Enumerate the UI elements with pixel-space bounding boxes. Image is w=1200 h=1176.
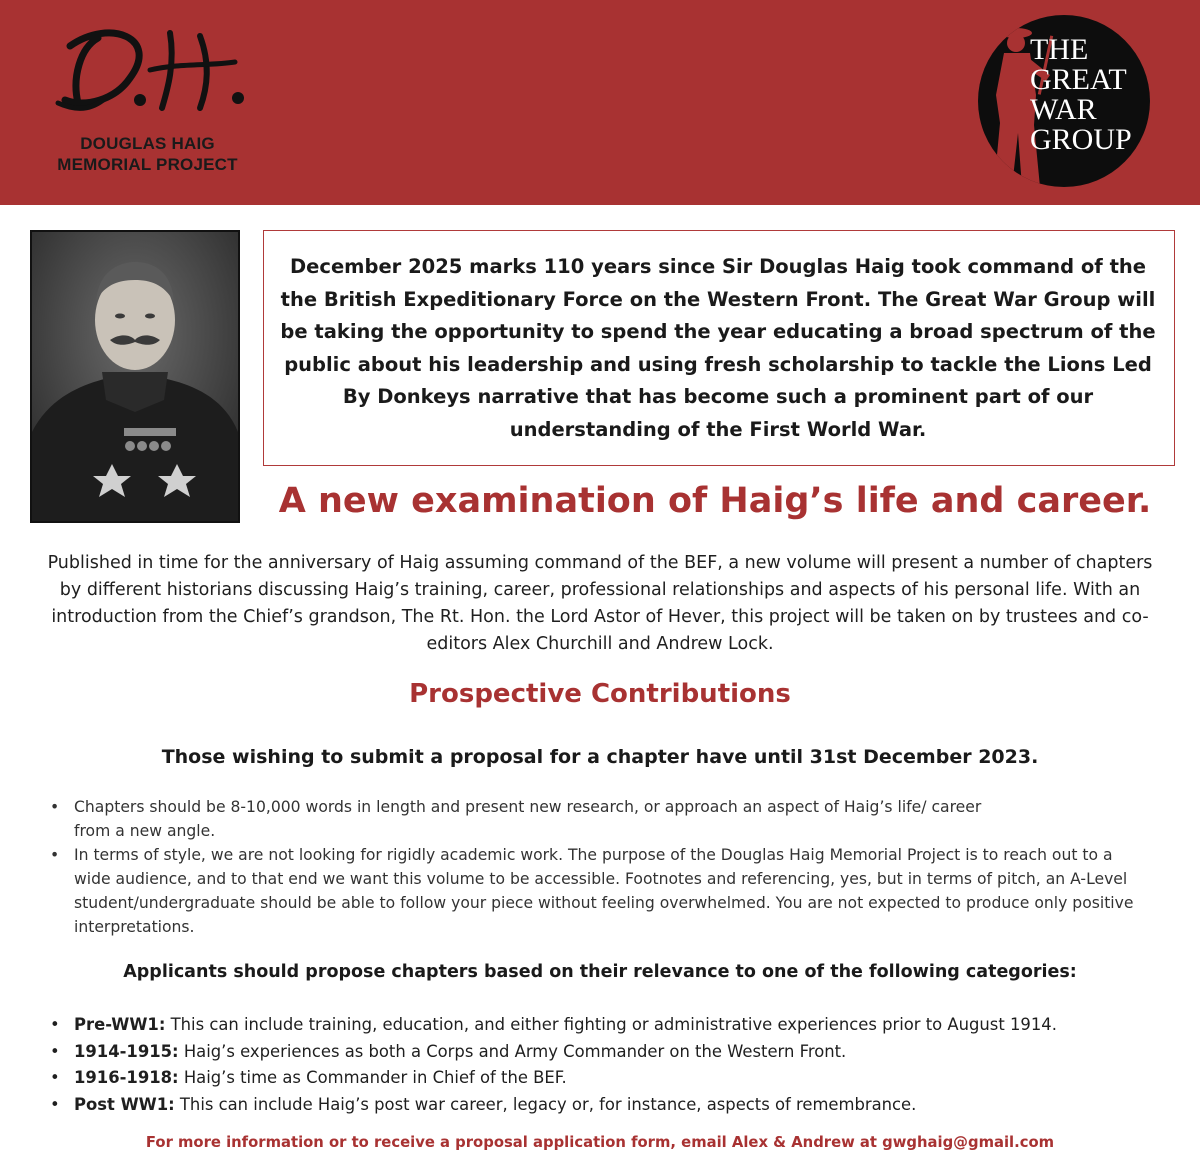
intro-text: December 2025 marks 110 years since Sir Douglas Haig took command of the the British Expeditionary Force on the Western Front. The Great War Group will be taking the opportunity to spend the year educating a broad spectrum of the public about his leadership and using fresh scholarship to tackle the Lions Led By Donkeys narrative that has become such a prominent part of our understanding of the First World War. bbox=[280, 255, 1156, 441]
douglas-haig-memorial-project-logo bbox=[40, 8, 270, 178]
category-desc: This can include Haig’s post war career, legacy or, for instance, aspects of remembrance. bbox=[174, 1094, 917, 1114]
guidelines-list bbox=[44, 795, 1154, 939]
portrait-photo-icon bbox=[32, 232, 238, 521]
contact-footer: For more information or to receive a proposal application form, email Alex & Andrew at gwghaig@gmail.com bbox=[145, 1134, 1055, 1151]
gwg-line1: THE bbox=[1030, 33, 1089, 66]
category-term: Pre-WW1: bbox=[74, 1015, 166, 1034]
dh-logo-text bbox=[40, 133, 255, 175]
signature-icon bbox=[50, 8, 250, 128]
guideline-item: • Chapters should be 8-10,000 words in length and present new research, or approach an aspect of Haig’s life/ career from a new angle. bbox=[44, 795, 1004, 843]
great-war-group-logo bbox=[978, 15, 1150, 187]
categories-list bbox=[44, 1012, 1164, 1118]
dh-logo-line1: DOUGLAS HAIG bbox=[80, 134, 215, 153]
gwg-line2: GREAT bbox=[1030, 63, 1127, 96]
gwg-logo-text bbox=[1030, 35, 1132, 155]
categories-title: Applicants should propose chapters based on their relevance to one of the following categories: bbox=[123, 962, 1077, 982]
category-term: 1914-1915: bbox=[74, 1041, 179, 1061]
category-item bbox=[44, 1092, 1164, 1119]
category-item bbox=[44, 1039, 1164, 1066]
category-desc: Haig’s time as Commander in Chief of the BEF. bbox=[178, 1068, 567, 1087]
category-desc: This can include training, education, and either fighting or administrative experiences prior to August 1914. bbox=[165, 1015, 1057, 1034]
category-term: 1916-1918: bbox=[74, 1068, 179, 1087]
body-paragraph: Published in time for the anniversary of Haig assuming command of the BEF, a new volume will present a number of chapters by different historians discussing Haig’s training, career, professional relationships and aspects of his personal life. With an introduction from the Chief’s grandson, The Rt. Hon. the Lord Astor of Hever, this project will be taken on by trustees and co-editors Alex Churchill and Andrew Lock. bbox=[47, 553, 1153, 654]
deadline-text: Those wishing to submit a proposal for a chapter have until 31st December 2023. bbox=[161, 746, 1039, 768]
contributions-title: Prospective Contributions bbox=[409, 679, 791, 709]
header-band bbox=[0, 0, 1200, 205]
category-desc: Haig’s experiences as both a Corps and Army Commander on the Western Front. bbox=[178, 1041, 847, 1061]
gwg-line3: WAR bbox=[1030, 93, 1097, 126]
haig-portrait-photo bbox=[30, 230, 240, 523]
category-term: Post WW1: bbox=[74, 1094, 175, 1114]
intro-box bbox=[263, 230, 1175, 466]
dh-logo-line2: MEMORIAL PROJECT bbox=[57, 155, 238, 174]
gwg-line4: GROUP bbox=[1030, 123, 1132, 156]
headline: A new examination of Haig’s life and career. bbox=[278, 481, 1152, 521]
guideline-item: • In terms of style, we are not looking for rigidly academic work. The purpose of the Douglas Haig Memorial Project is to reach out to a wide audience, and to that end we want this volume to be accessible. Footnotes and referencing, yes, but in terms of pitch, an A-Level student/undergraduate should be able to follow your piece without feeling overwhelmed. You are not expected to produce only positive interpretations. bbox=[44, 843, 1154, 939]
category-item bbox=[44, 1012, 1164, 1039]
category-item bbox=[44, 1065, 1164, 1092]
